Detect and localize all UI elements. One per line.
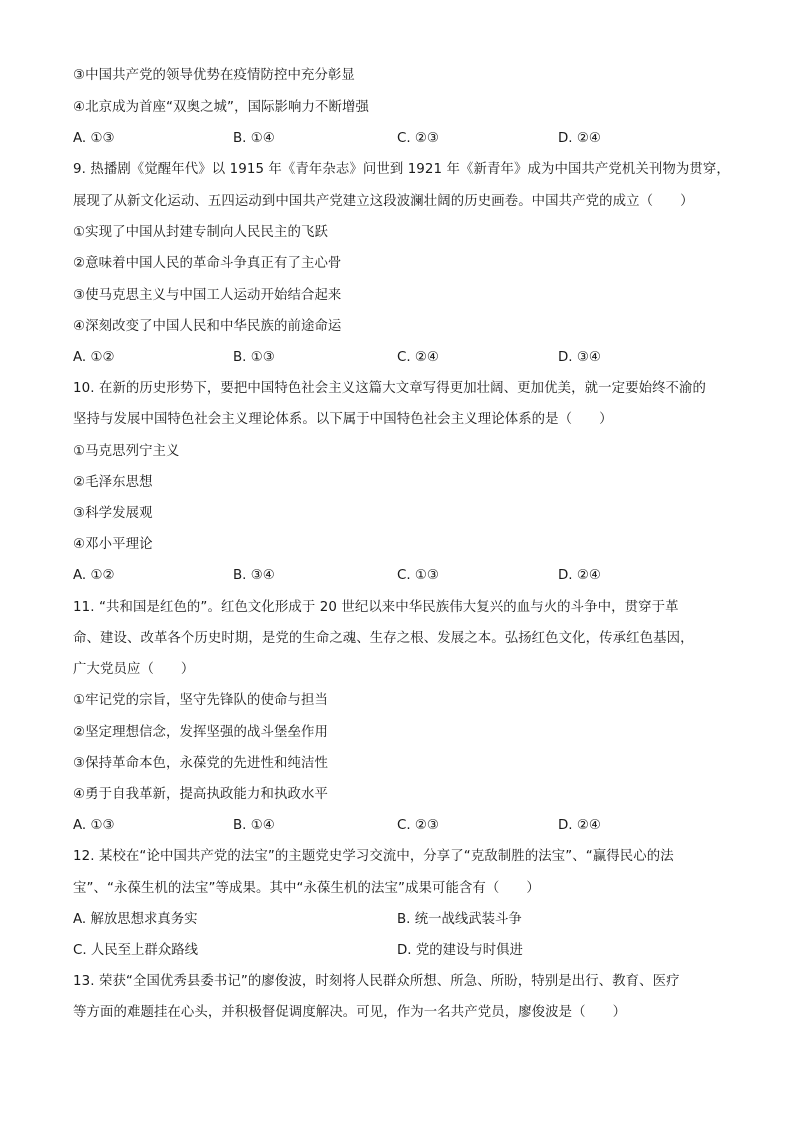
- q11-statement-1: ①牢记党的宗旨，坚守先锋队的使命与担当: [73, 693, 328, 708]
- q13-stem-line-1: 13. 荣获“全国优秀县委书记”的廖俊波，时刻将人民群众所想、所急、所盼，特别是出行、教育、医疗: [73, 974, 680, 989]
- q9-statement-1: ①实现了中国从封建专制向人民民主的飞跃: [73, 225, 328, 240]
- q9-statement-4: ④深刻改变了中国人民和中华民族的前途命运: [73, 319, 342, 334]
- q12-option-d: D. 党的建设与时俱进: [397, 943, 523, 958]
- q11-stem-line-3: 广大党员应（ ）: [73, 662, 195, 677]
- q9-stem-line-2: 展现了从新文化运动、五四运动到中国共产党建立这段波澜壮阔的历史画卷。中国共产党的成立（ ）: [73, 194, 694, 209]
- q11-option-c: C. ②③: [397, 818, 439, 833]
- q11-statement-3: ③保持革命本色，永葆党的先进性和纯洁性: [73, 756, 328, 771]
- q12-stem-line-2: 宝”、“永葆生机的法宝”等成果。其中“永葆生机的法宝”成果可能含有（ ）: [73, 881, 540, 896]
- q12-option-c: C. 人民至上群众路线: [73, 943, 198, 958]
- q8-statement-3: ③中国共产党的领导优势在疫情防控中充分彰显: [73, 68, 355, 83]
- q9-option-b: B. ①③: [233, 350, 275, 365]
- q10-stem-line-2: 坚持与发展中国特色社会主义理论体系。以下属于中国特色社会主义理论体系的是（ ）: [73, 412, 613, 427]
- q8-option-b: B. ①④: [233, 131, 275, 146]
- q10-stem-line-1: 10. 在新的历史形势下，要把中国特色社会主义这篇大文章写得更加壮阔、更加优美，就一定要始终不渝的: [73, 381, 707, 396]
- q11-stem-line-2: 命、建设、改革各个历史时期，是党的生命之魂、生存之根、发展之本。弘扬红色文化，传承红色基因，: [73, 631, 694, 646]
- q12-option-a: A. 解放思想求真务实: [73, 912, 198, 927]
- q11-option-b: B. ①④: [233, 818, 275, 833]
- q11-option-a: A. ①③: [73, 818, 115, 833]
- q9-option-c: C. ②④: [397, 350, 439, 365]
- q10-statement-4: ④邓小平理论: [73, 537, 153, 552]
- q8-option-c: C. ②③: [397, 131, 439, 146]
- q12-stem-line-1: 12. 某校在“论中国共产党的法宝”的主题党史学习交流中，分享了“克敌制胜的法宝”、“赢得民心的法: [73, 849, 674, 864]
- q9-option-d: D. ③④: [558, 350, 601, 365]
- q11-stem-line-1: 11. “共和国是红色的”。红色文化形成于 20 世纪以来中华民族伟大复兴的血与火的斗争中，贯穿于革: [73, 600, 679, 615]
- q10-statement-3: ③科学发展观: [73, 506, 153, 521]
- q10-option-a: A. ①②: [73, 568, 115, 583]
- q9-option-a: A. ①②: [73, 350, 115, 365]
- q10-option-d: D. ②④: [558, 568, 601, 583]
- q8-statement-4: ④北京成为首座“双奥之城”，国际影响力不断增强: [73, 100, 369, 115]
- q8-option-a: A. ①③: [73, 131, 115, 146]
- q11-statement-2: ②坚定理想信念，发挥坚强的战斗堡垒作用: [73, 725, 328, 740]
- q10-statement-1: ①马克思列宁主义: [73, 444, 180, 459]
- q8-option-d: D. ②④: [558, 131, 601, 146]
- q10-statement-2: ②毛泽东思想: [73, 475, 153, 490]
- q10-option-c: C. ①③: [397, 568, 439, 583]
- q11-statement-4: ④勇于自我革新，提高执政能力和执政水平: [73, 787, 328, 802]
- q9-statement-3: ③使马克思主义与中国工人运动开始结合起来: [73, 288, 342, 303]
- q12-option-b: B. 统一战线武装斗争: [397, 912, 522, 927]
- q9-statement-2: ②意味着中国人民的革命斗争真正有了主心骨: [73, 256, 342, 271]
- q9-stem-line-1: 9. 热播剧《觉醒年代》以 1915 年《青年杂志》问世到 1921 年《新青年》成为中国共产党机关刊物为贯穿，: [73, 162, 730, 177]
- q10-option-b: B. ③④: [233, 568, 275, 583]
- q11-option-d: D. ②④: [558, 818, 601, 833]
- q13-stem-line-2: 等方面的难题挂在心头，并积极督促调度解决。可见，作为一名共产党员，廖俊波是（ ）: [73, 1005, 627, 1020]
